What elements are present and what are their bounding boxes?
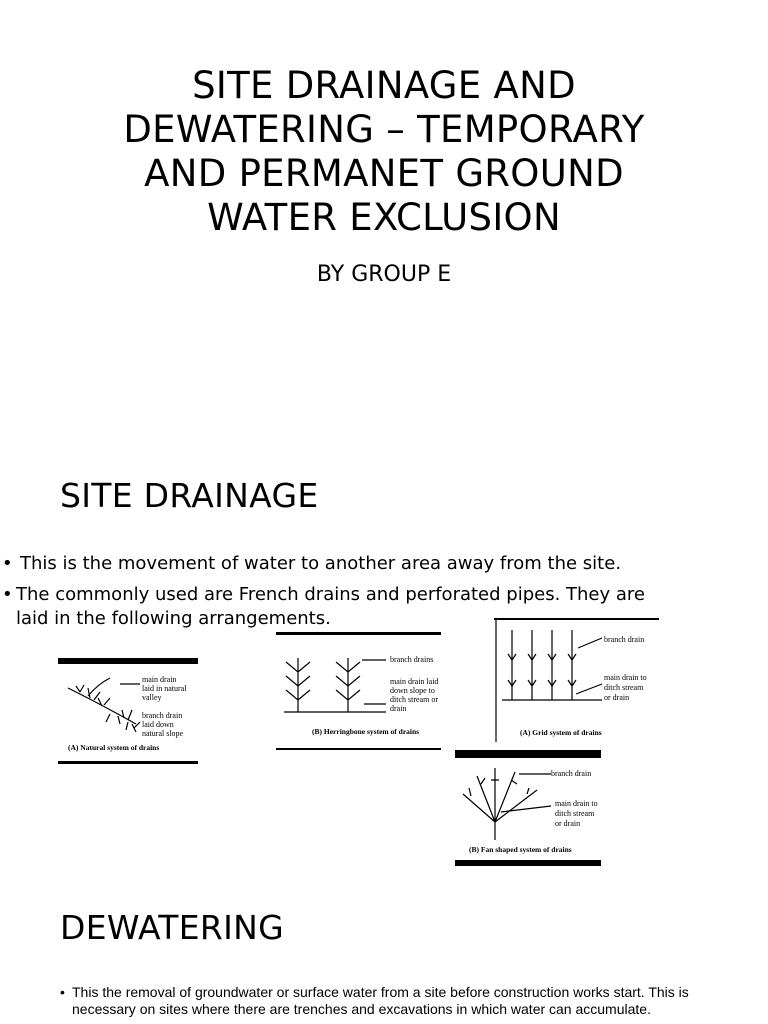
slide-title — [60, 64, 708, 240]
bullet-text: This the removal of groundwater or surface water from a site before construction works start. This is necessary on sites where there are trenches and excavations in which water can accumulate. — [72, 984, 689, 1017]
diagram-label: ditch stream — [555, 809, 595, 818]
diagram-label: branch drains — [390, 655, 434, 664]
title-slide — [0, 0, 768, 440]
diagram-fan-system — [455, 750, 601, 866]
diagram-caption: (A) Grid system of drains — [520, 728, 602, 737]
diagram-label: natural slope — [142, 729, 184, 738]
diagram-label: or drain — [555, 819, 581, 828]
bullet-item — [0, 552, 700, 576]
diagram-label: main drain laid — [390, 677, 439, 686]
bullet-item — [60, 984, 710, 1018]
bullet-text: The commonly used are French drains and perforated pipes. They are laid in the following arrangements. — [16, 584, 645, 629]
diagram-label: valley — [142, 693, 162, 702]
section-heading: SITE DRAINAGE — [60, 476, 319, 515]
diagram-label: main drain — [142, 675, 177, 684]
title-line: WATER EXCLUSION — [207, 196, 561, 239]
bullet-text: This is the movement of water to another area away from the site. — [20, 553, 622, 574]
diagram-label: or drain — [604, 693, 630, 702]
diagram-caption: (B) Herringbone system of drains — [312, 727, 420, 736]
slide-subtitle: BY GROUP E — [316, 262, 452, 287]
diagram-label: main drain to — [604, 673, 647, 682]
diagram-label: ditch stream or — [390, 695, 438, 704]
diagram-grid-system — [494, 618, 659, 742]
bullet-marker: • — [2, 553, 13, 574]
diagram-natural-system — [58, 658, 198, 764]
diagram-label: laid down — [142, 720, 174, 729]
diagram-label: laid in natural — [142, 684, 187, 693]
diagram-label: down slope to — [390, 686, 435, 695]
bullet-marker: • — [2, 584, 13, 605]
dewatering-slide — [0, 880, 768, 1024]
grid-system-drawing — [494, 618, 659, 742]
site-drainage-slide — [0, 440, 768, 880]
herringbone-system-drawing — [276, 632, 441, 750]
diagram-label: branch drain — [551, 769, 592, 778]
diagram-label: branch drain — [604, 635, 645, 644]
diagram-label: ditch stream — [604, 683, 644, 692]
diagram-caption: (A) Natural system of drains — [68, 743, 160, 752]
diagram-label: main drain to — [555, 799, 598, 808]
fan-system-drawing — [455, 750, 601, 866]
title-line: DEWATERING – TEMPORARY — [123, 108, 645, 151]
section-heading: DEWATERING — [60, 908, 285, 947]
diagram-caption: (B) Fan shaped system of drains — [469, 845, 572, 854]
bullet-marker: • — [60, 984, 65, 1000]
title-line: AND PERMANET GROUND — [144, 152, 624, 195]
diagram-label: branch drain — [142, 711, 183, 720]
diagram-label: drain — [390, 704, 407, 713]
diagram-herringbone-system — [276, 632, 441, 750]
natural-system-drawing — [58, 658, 198, 764]
title-line: SITE DRAINAGE AND — [192, 64, 576, 107]
